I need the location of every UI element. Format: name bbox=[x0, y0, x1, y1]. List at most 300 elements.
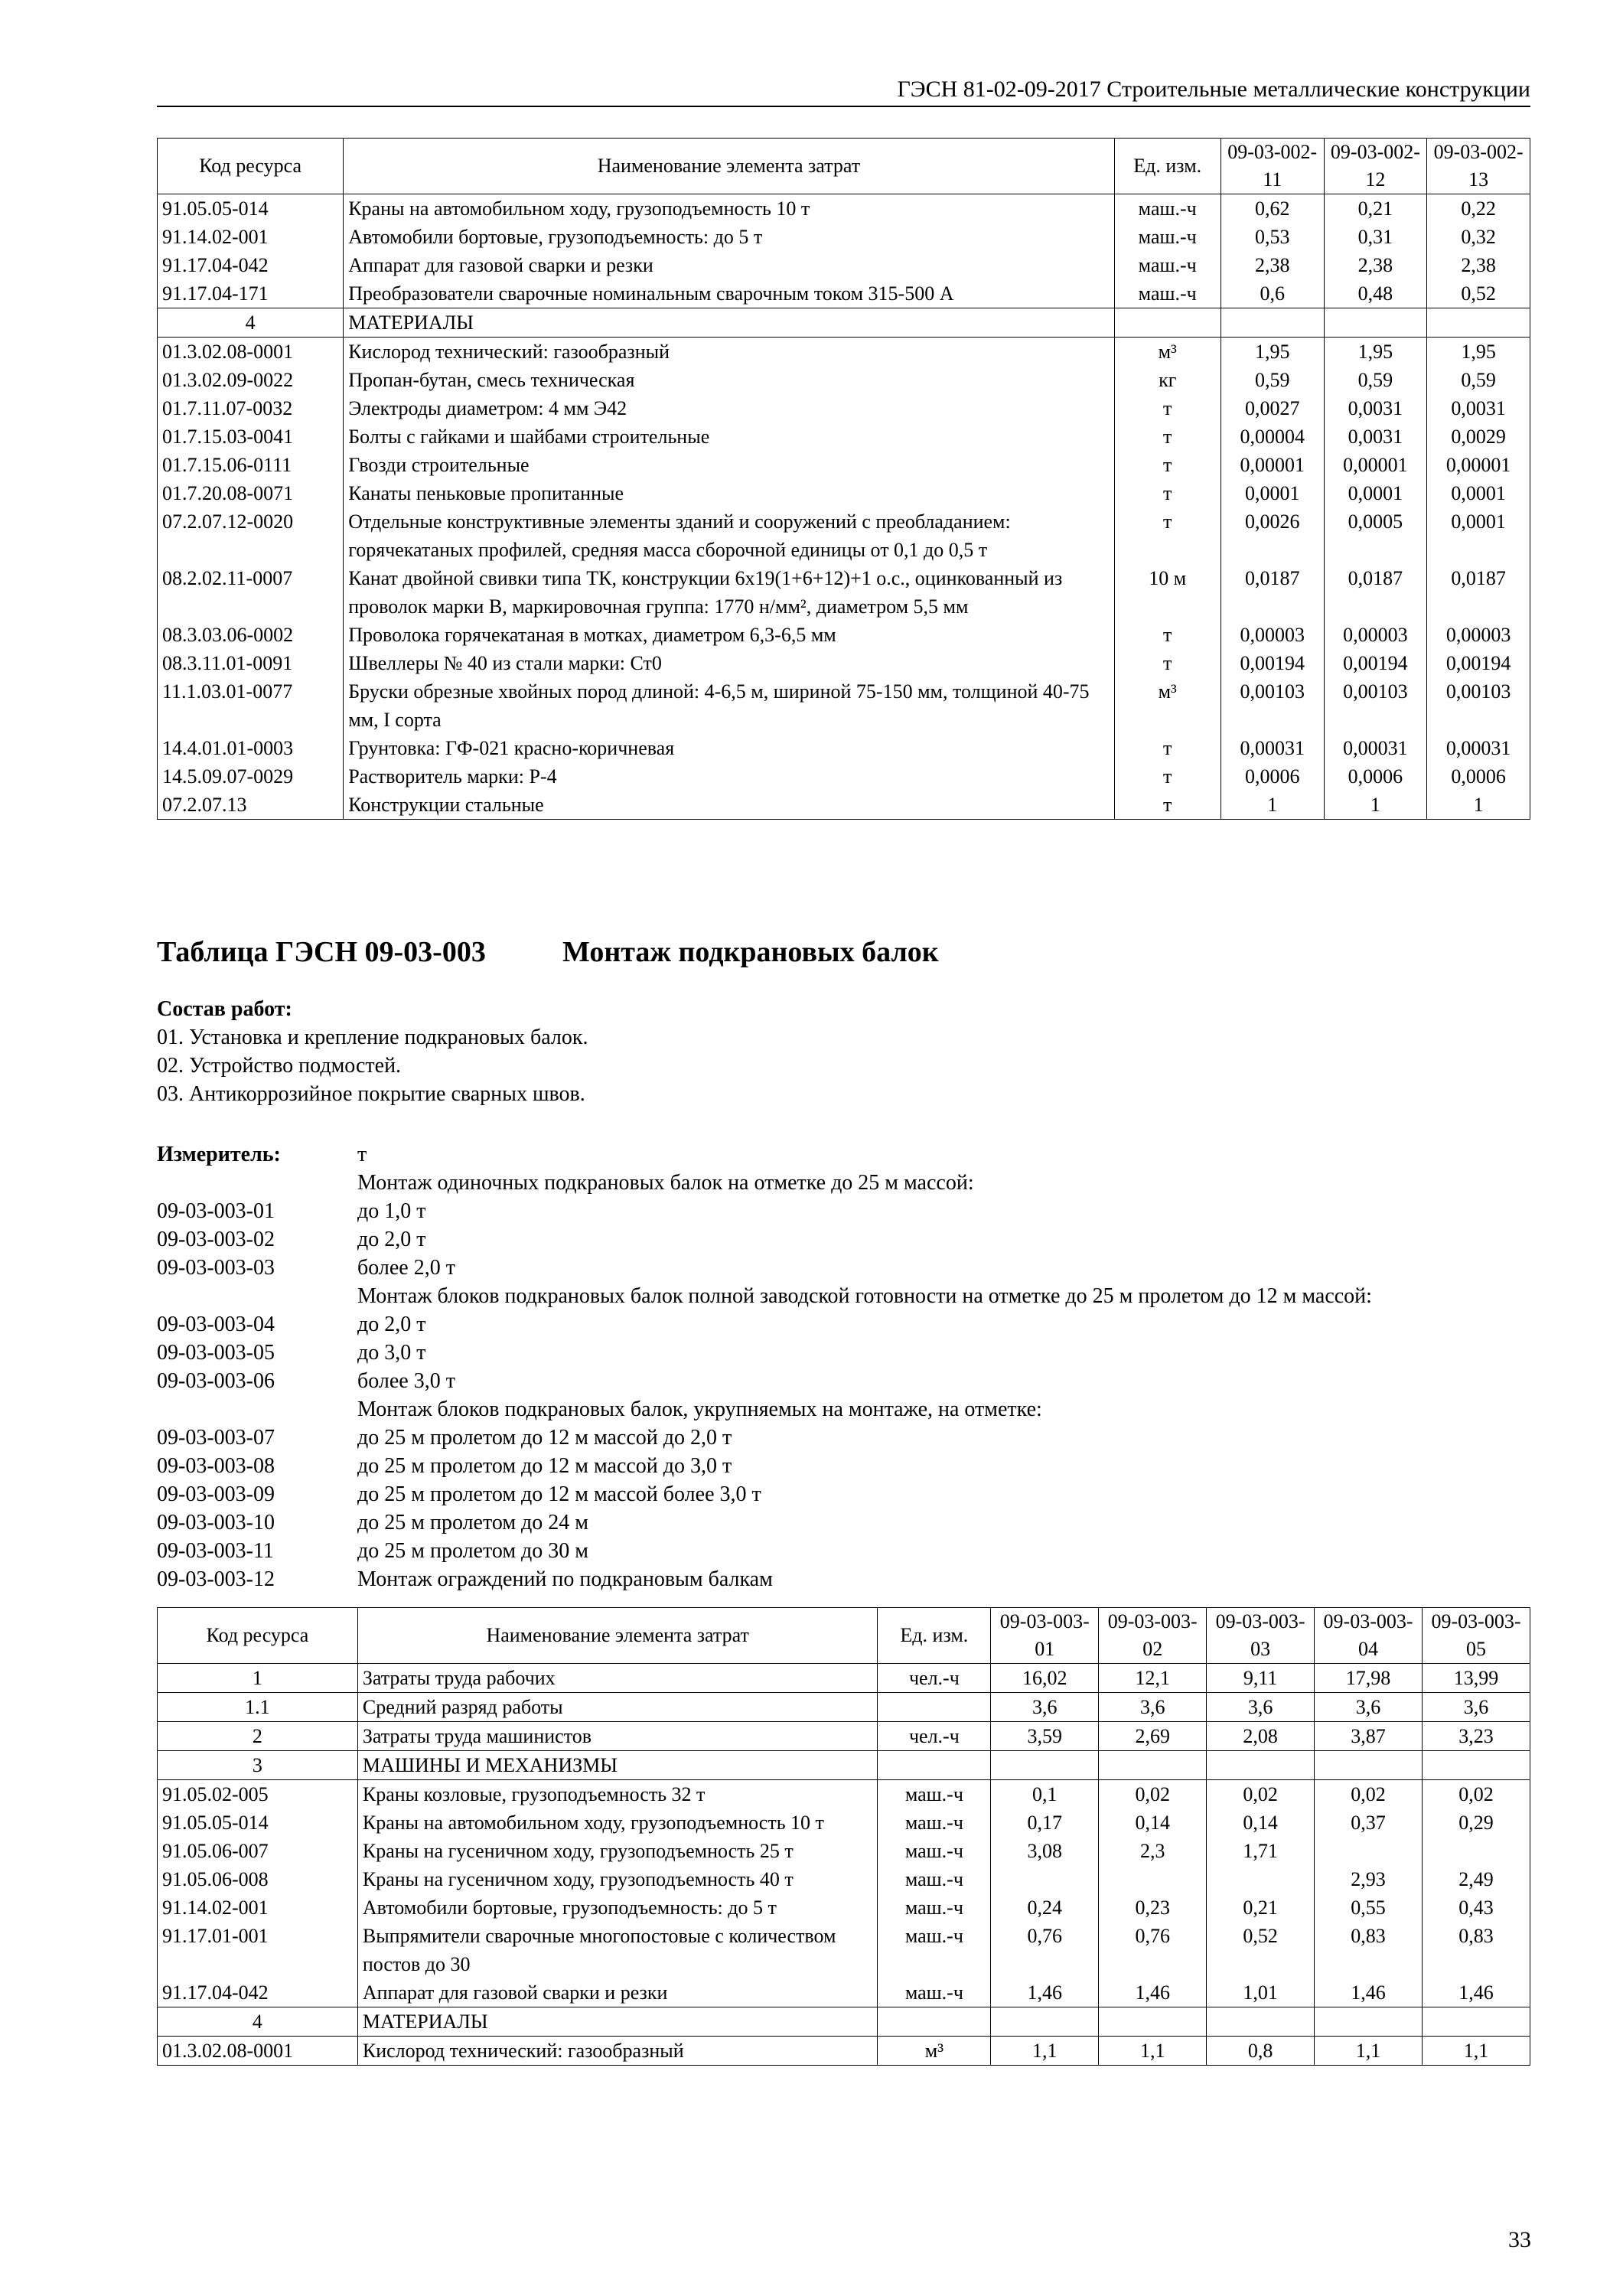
resource-value bbox=[1099, 1865, 1207, 1893]
column-header: Наименование элемента затрат bbox=[357, 1608, 878, 1664]
resource-value: 0,0031 bbox=[1427, 394, 1530, 422]
resource-code: 01.7.11.07-0032 bbox=[158, 394, 344, 422]
measure-text: до 25 м пролетом до 30 м bbox=[357, 1539, 588, 1563]
resource-name: Аппарат для газовой сварки и резки bbox=[344, 251, 1114, 279]
resource-value: 0,17 bbox=[991, 1808, 1099, 1837]
measure-line bbox=[157, 1282, 1372, 1310]
resource-unit: маш.-ч bbox=[878, 1808, 991, 1837]
resource-value: 1 bbox=[1324, 791, 1427, 820]
resource-value bbox=[1422, 1837, 1530, 1865]
resource-value: 0,0006 bbox=[1324, 762, 1427, 791]
table-row bbox=[158, 1722, 1530, 1751]
resource-value: 0,8 bbox=[1207, 2037, 1315, 2066]
measure-line bbox=[157, 1565, 1372, 1593]
resource-value: 0,00003 bbox=[1324, 621, 1427, 649]
resource-value: 0,1 bbox=[991, 1780, 1099, 1809]
resource-code: 91.14.02-001 bbox=[158, 223, 344, 251]
measure-code bbox=[157, 1395, 357, 1424]
resource-unit: т bbox=[1114, 507, 1221, 564]
resource-value: 3,6 bbox=[1099, 1693, 1207, 1722]
resource-value: 0,0001 bbox=[1427, 479, 1530, 507]
resource-value: 0,83 bbox=[1315, 1922, 1423, 1978]
resource-value: 2,38 bbox=[1221, 251, 1324, 279]
section-title-name: Монтаж подкрановых балок bbox=[562, 936, 939, 968]
column-header: Наименование элемента затрат bbox=[344, 139, 1114, 194]
resource-table-2 bbox=[157, 1607, 1530, 2066]
resource-value: 3,6 bbox=[1315, 1693, 1423, 1722]
resource-value: 3,08 bbox=[991, 1837, 1099, 1865]
measure-code: 09-03-003-08 bbox=[157, 1454, 275, 1478]
table-row bbox=[158, 251, 1530, 279]
resource-value: 0,14 bbox=[1099, 1808, 1207, 1837]
resource-code: 91.05.05-014 bbox=[158, 1808, 358, 1837]
resource-code: 01.7.15.03-0041 bbox=[158, 422, 344, 451]
measure-code: 09-03-003-01 bbox=[157, 1199, 275, 1223]
resource-value: 1,1 bbox=[991, 2037, 1099, 2066]
resource-value: 0,29 bbox=[1422, 1808, 1530, 1837]
resource-value: 0,00194 bbox=[1427, 649, 1530, 677]
resource-value: 0,23 bbox=[1099, 1893, 1207, 1922]
measure-code: 09-03-003-10 bbox=[157, 1511, 275, 1534]
resource-value: 0,55 bbox=[1315, 1893, 1423, 1922]
resource-value: 0,48 bbox=[1324, 279, 1427, 308]
resource-unit: кг bbox=[1114, 366, 1221, 394]
table-row bbox=[158, 564, 1530, 621]
table-row bbox=[158, 791, 1530, 820]
measure-code: 09-03-003-02 bbox=[157, 1228, 275, 1251]
resource-name: Электроды диаметром: 4 мм Э42 bbox=[344, 394, 1114, 422]
resource-value: 0,53 bbox=[1221, 223, 1324, 251]
work-composition bbox=[157, 995, 588, 1108]
resource-unit: т bbox=[1114, 734, 1221, 762]
measure-code: 09-03-003-04 bbox=[157, 1313, 275, 1336]
table-row bbox=[158, 677, 1530, 734]
resource-value bbox=[1207, 1751, 1315, 1780]
column-header: 09-03-003-02 bbox=[1099, 1608, 1207, 1664]
measure-text: Монтаж блоков подкрановых балок полной заводской готовности на отметке до 25 м пролетом до 12 м массой: bbox=[357, 1284, 1372, 1308]
work-composition-item: 03. Антикоррозийное покрытие сварных швов. bbox=[157, 1082, 585, 1106]
measure-line bbox=[157, 1197, 1372, 1225]
table-2-header-row bbox=[158, 1608, 1530, 1664]
resource-code: 91.05.05-014 bbox=[158, 194, 344, 223]
resource-value bbox=[1207, 2007, 1315, 2037]
resource-unit bbox=[878, 1751, 991, 1780]
measure-line bbox=[157, 1508, 1372, 1537]
resource-value: 1,1 bbox=[1099, 2037, 1207, 2066]
resource-unit: 10 м bbox=[1114, 564, 1221, 621]
table-row bbox=[158, 507, 1530, 564]
table-row bbox=[158, 1978, 1530, 2007]
resource-name: Краны на автомобильном ходу, грузоподъемность 10 т bbox=[357, 1808, 878, 1837]
table-row bbox=[158, 2037, 1530, 2066]
table-row bbox=[158, 223, 1530, 251]
column-header: Ед. изм. bbox=[878, 1608, 991, 1664]
resource-value: 0,43 bbox=[1422, 1893, 1530, 1922]
resource-name: Проволока горячекатаная в мотках, диаметром 6,3-6,5 мм bbox=[344, 621, 1114, 649]
resource-value: 0,0187 bbox=[1221, 564, 1324, 621]
resource-value: 0,0187 bbox=[1427, 564, 1530, 621]
column-header: 09-03-003-03 bbox=[1207, 1608, 1315, 1664]
work-composition-item: 02. Устройство подмостей. bbox=[157, 1054, 402, 1078]
resource-value: 1,46 bbox=[1099, 1978, 1207, 2007]
resource-name: Затраты труда рабочих bbox=[357, 1664, 878, 1693]
resource-unit: маш.-ч bbox=[878, 1865, 991, 1893]
resource-value: 3,6 bbox=[1422, 1693, 1530, 1722]
resource-value: 0,02 bbox=[1099, 1780, 1207, 1809]
resource-value: 0,0031 bbox=[1324, 394, 1427, 422]
resource-value: 0,02 bbox=[1207, 1780, 1315, 1809]
resource-code: 3 bbox=[158, 1751, 358, 1780]
resource-code: 2 bbox=[158, 1722, 358, 1751]
resource-unit: маш.-ч bbox=[878, 1780, 991, 1809]
resource-code: 91.14.02-001 bbox=[158, 1893, 358, 1922]
resource-code: 91.17.04-171 bbox=[158, 279, 344, 308]
measure-line bbox=[157, 1480, 1372, 1508]
table-row bbox=[158, 1922, 1530, 1978]
resource-value: 17,98 bbox=[1315, 1664, 1423, 1693]
resource-value: 1,46 bbox=[1315, 1978, 1423, 2007]
column-header: 09-03-003-01 bbox=[991, 1608, 1099, 1664]
resource-code: 4 bbox=[158, 308, 344, 338]
work-composition-heading: Состав работ: bbox=[157, 997, 292, 1021]
resource-value: 0,0027 bbox=[1221, 394, 1324, 422]
resource-value: 0,00194 bbox=[1324, 649, 1427, 677]
column-header: 09-03-002-11 bbox=[1221, 139, 1324, 194]
resource-unit: м³ bbox=[878, 2037, 991, 2066]
resource-unit: т bbox=[1114, 451, 1221, 479]
resource-name: Бруски обрезные хвойных пород длиной: 4-6,5 м, шириной 75-150 мм, толщиной 40-75 мм, I сорта bbox=[344, 677, 1114, 734]
resource-value: 0,62 bbox=[1221, 194, 1324, 223]
measure-line bbox=[157, 1339, 1372, 1367]
table-row bbox=[158, 1837, 1530, 1865]
measure-code: 09-03-003-09 bbox=[157, 1482, 275, 1506]
resource-value bbox=[991, 1751, 1099, 1780]
measure-line bbox=[157, 1310, 1372, 1339]
resource-value: 3,6 bbox=[1207, 1693, 1315, 1722]
resource-value: 0,31 bbox=[1324, 223, 1427, 251]
resource-unit bbox=[878, 2007, 991, 2037]
measure-code bbox=[157, 1282, 357, 1310]
measure-text: Монтаж одиночных подкрановых балок на отметке до 25 м массой: bbox=[357, 1171, 974, 1195]
resource-name: Выпрямители сварочные многопостовые с количеством постов до 30 bbox=[357, 1922, 878, 1978]
measure-line bbox=[157, 1395, 1372, 1424]
resource-unit bbox=[1114, 308, 1221, 338]
resource-value: 0,00031 bbox=[1324, 734, 1427, 762]
resource-unit: т bbox=[1114, 762, 1221, 791]
table-row bbox=[158, 338, 1530, 367]
resource-unit: маш.-ч bbox=[878, 1978, 991, 2007]
measure-text: Монтаж ограждений по подкрановым балкам bbox=[357, 1567, 773, 1591]
resource-unit: т bbox=[1114, 394, 1221, 422]
resource-name: Краны на гусеничном ходу, грузоподъемность 25 т bbox=[357, 1837, 878, 1865]
measure-unit: т bbox=[357, 1143, 367, 1166]
resource-unit: т bbox=[1114, 621, 1221, 649]
running-header: ГЭСН 81-02-09-2017 Строительные металлические конструкции bbox=[157, 77, 1530, 107]
measure-line bbox=[157, 1254, 1372, 1282]
resource-name: Краны козловые, грузоподъемность 32 т bbox=[357, 1780, 878, 1809]
resource-name: МАТЕРИАЛЫ bbox=[357, 2007, 878, 2037]
resource-unit: маш.-ч bbox=[1114, 251, 1221, 279]
measure-code: 09-03-003-06 bbox=[157, 1369, 275, 1393]
resource-value: 1,95 bbox=[1427, 338, 1530, 367]
measure-code: 09-03-003-11 bbox=[157, 1539, 274, 1563]
resource-value: 0,00031 bbox=[1221, 734, 1324, 762]
resource-code: 01.3.02.09-0022 bbox=[158, 366, 344, 394]
resource-value bbox=[1422, 2007, 1530, 2037]
resource-value: 1,46 bbox=[991, 1978, 1099, 2007]
resource-code: 91.17.04-042 bbox=[158, 1978, 358, 2007]
resource-unit: чел.-ч bbox=[878, 1722, 991, 1751]
resource-value: 0,21 bbox=[1207, 1893, 1315, 1922]
resource-code: 07.2.07.13 bbox=[158, 791, 344, 820]
table-row bbox=[158, 1893, 1530, 1922]
resource-unit: чел.-ч bbox=[878, 1664, 991, 1693]
resource-code: 01.3.02.08-0001 bbox=[158, 2037, 358, 2066]
resource-value: 0,00103 bbox=[1427, 677, 1530, 734]
resource-value bbox=[1207, 1865, 1315, 1893]
section-row bbox=[158, 1751, 1530, 1780]
measure-text: до 2,0 т bbox=[357, 1228, 426, 1251]
resource-value: 0,0005 bbox=[1324, 507, 1427, 564]
resource-value: 3,59 bbox=[991, 1722, 1099, 1751]
resource-value: 2,3 bbox=[1099, 1837, 1207, 1865]
table-1-header-row bbox=[158, 139, 1530, 194]
resource-value: 0,52 bbox=[1427, 279, 1530, 308]
table-row bbox=[158, 734, 1530, 762]
resource-code: 14.5.09.07-0029 bbox=[158, 762, 344, 791]
resource-value bbox=[1099, 1751, 1207, 1780]
resource-name: Канаты пеньковые пропитанные bbox=[344, 479, 1114, 507]
section-title bbox=[157, 935, 939, 969]
resource-value: 0,0187 bbox=[1324, 564, 1427, 621]
table-row bbox=[158, 279, 1530, 308]
resource-value: 0,0006 bbox=[1427, 762, 1530, 791]
measure-code: 09-03-003-12 bbox=[157, 1567, 275, 1591]
resource-value: 0,0029 bbox=[1427, 422, 1530, 451]
resource-value bbox=[1315, 1837, 1423, 1865]
resource-unit: маш.-ч bbox=[1114, 279, 1221, 308]
resource-unit: маш.-ч bbox=[1114, 194, 1221, 223]
resource-value: 0,00003 bbox=[1427, 621, 1530, 649]
resource-unit: маш.-ч bbox=[878, 1837, 991, 1865]
table-row bbox=[158, 762, 1530, 791]
resource-name: Болты с гайками и шайбами строительные bbox=[344, 422, 1114, 451]
resource-value: 0,0006 bbox=[1221, 762, 1324, 791]
resource-code: 01.7.15.06-0111 bbox=[158, 451, 344, 479]
resource-code: 91.05.06-007 bbox=[158, 1837, 358, 1865]
resource-code: 11.1.03.01-0077 bbox=[158, 677, 344, 734]
resource-value: 9,11 bbox=[1207, 1664, 1315, 1693]
measure-line bbox=[157, 1452, 1372, 1480]
resource-value: 0,76 bbox=[991, 1922, 1099, 1978]
resource-unit: т bbox=[1114, 649, 1221, 677]
resource-code: 1 bbox=[158, 1664, 358, 1693]
column-header: Код ресурса bbox=[158, 1608, 358, 1664]
resource-code: 4 bbox=[158, 2007, 358, 2037]
resource-code: 91.17.01-001 bbox=[158, 1922, 358, 1978]
measure-text: до 3,0 т bbox=[357, 1341, 426, 1365]
resource-value: 0,00001 bbox=[1427, 451, 1530, 479]
resource-name: МАШИНЫ И МЕХАНИЗМЫ bbox=[357, 1751, 878, 1780]
column-header: 09-03-003-04 bbox=[1315, 1608, 1423, 1664]
resource-name: Аппарат для газовой сварки и резки bbox=[357, 1978, 878, 2007]
resource-unit: маш.-ч bbox=[878, 1893, 991, 1922]
resource-value: 1 bbox=[1221, 791, 1324, 820]
resource-value: 3,6 bbox=[991, 1693, 1099, 1722]
measure-text: более 2,0 т bbox=[357, 1256, 455, 1280]
resource-code: 08.3.11.01-0091 bbox=[158, 649, 344, 677]
resource-name: Пропан-бутан, смесь техническая bbox=[344, 366, 1114, 394]
resource-code: 08.2.02.11-0007 bbox=[158, 564, 344, 621]
resource-value: 2,08 bbox=[1207, 1722, 1315, 1751]
resource-name: Краны на гусеничном ходу, грузоподъемность 40 т bbox=[357, 1865, 878, 1893]
table-row bbox=[158, 1865, 1530, 1893]
measure-text: до 2,0 т bbox=[357, 1313, 426, 1336]
resource-code: 14.4.01.01-0003 bbox=[158, 734, 344, 762]
resource-name: Канат двойной свивки типа ТК, конструкции 6х19(1+6+12)+1 о.с., оцинкованный из проволок марки В, маркировочная группа: 1770 н/мм², диаметром 5,5 мм bbox=[344, 564, 1114, 621]
resource-value: 1,1 bbox=[1422, 2037, 1530, 2066]
resource-value: 0,0001 bbox=[1427, 507, 1530, 564]
resource-value: 0,0026 bbox=[1221, 507, 1324, 564]
measure-text: до 25 м пролетом до 12 м массой более 3,0 т bbox=[357, 1482, 761, 1506]
resource-value: 12,1 bbox=[1099, 1664, 1207, 1693]
resource-value: 1 bbox=[1427, 791, 1530, 820]
resource-table-1 bbox=[157, 138, 1530, 820]
resource-name: Кислород технический: газообразный bbox=[357, 2037, 878, 2066]
resource-value: 1,1 bbox=[1315, 2037, 1423, 2066]
table-row bbox=[158, 479, 1530, 507]
resource-value: 0,59 bbox=[1221, 366, 1324, 394]
resource-name: Автомобили бортовые, грузоподъемность: до 5 т bbox=[357, 1893, 878, 1922]
section-row bbox=[158, 308, 1530, 338]
resource-value: 2,69 bbox=[1099, 1722, 1207, 1751]
resource-value: 2,38 bbox=[1427, 251, 1530, 279]
column-header: 09-03-002-12 bbox=[1324, 139, 1427, 194]
resource-name: Отдельные конструктивные элементы зданий и сооружений с преобладанием: горячекатаных профилей, средняя масса сборочной единицы от 0,1 до 0,5 т bbox=[344, 507, 1114, 564]
resource-unit: маш.-ч bbox=[878, 1922, 991, 1978]
resource-value: 0,37 bbox=[1315, 1808, 1423, 1837]
resource-code: 07.2.07.12-0020 bbox=[158, 507, 344, 564]
measure-block bbox=[157, 1140, 1372, 1593]
resource-value: 0,59 bbox=[1427, 366, 1530, 394]
resource-value: 1,71 bbox=[1207, 1837, 1315, 1865]
measure-code bbox=[157, 1169, 357, 1197]
measure-line bbox=[157, 1424, 1372, 1452]
resource-value: 0,00194 bbox=[1221, 649, 1324, 677]
table-row bbox=[158, 1693, 1530, 1722]
resource-code: 91.17.04-042 bbox=[158, 251, 344, 279]
resource-code: 01.7.20.08-0071 bbox=[158, 479, 344, 507]
measure-code: 09-03-003-03 bbox=[157, 1256, 275, 1280]
resource-value: 0,02 bbox=[1422, 1780, 1530, 1809]
resource-value: 0,00004 bbox=[1221, 422, 1324, 451]
column-header: Код ресурса bbox=[158, 139, 344, 194]
measure-text: до 25 м пролетом до 24 м bbox=[357, 1511, 588, 1534]
resource-value bbox=[1427, 308, 1530, 338]
resource-unit: м³ bbox=[1114, 677, 1221, 734]
resource-name: Краны на автомобильном ходу, грузоподъемность 10 т bbox=[344, 194, 1114, 223]
resource-value bbox=[991, 2007, 1099, 2037]
section-title-table-number: Таблица ГЭСН 09-03-003 bbox=[157, 936, 486, 968]
table-row bbox=[158, 1780, 1530, 1809]
table-row bbox=[158, 621, 1530, 649]
resource-value: 1,95 bbox=[1324, 338, 1427, 367]
resource-code: 1.1 bbox=[158, 1693, 358, 1722]
resource-value: 0,00003 bbox=[1221, 621, 1324, 649]
resource-value: 0,24 bbox=[991, 1893, 1099, 1922]
resource-code: 91.05.06-008 bbox=[158, 1865, 358, 1893]
work-composition-item: 01. Установка и крепление подкрановых балок. bbox=[157, 1026, 588, 1049]
resource-value: 0,02 bbox=[1315, 1780, 1423, 1809]
resource-value: 1,46 bbox=[1422, 1978, 1530, 2007]
resource-name: Кислород технический: газообразный bbox=[344, 338, 1114, 367]
resource-name: Затраты труда машинистов bbox=[357, 1722, 878, 1751]
table-row bbox=[158, 451, 1530, 479]
table-row bbox=[158, 394, 1530, 422]
resource-value: 0,32 bbox=[1427, 223, 1530, 251]
resource-value: 0,59 bbox=[1324, 366, 1427, 394]
resource-value: 1,01 bbox=[1207, 1978, 1315, 2007]
measure-text: до 25 м пролетом до 12 м массой до 2,0 т bbox=[357, 1426, 732, 1450]
resource-name: Растворитель марки: Р-4 bbox=[344, 762, 1114, 791]
resource-code: 01.3.02.08-0001 bbox=[158, 338, 344, 367]
measure-code: 09-03-003-07 bbox=[157, 1426, 275, 1450]
resource-name: Грунтовка: ГФ-021 красно-коричневая bbox=[344, 734, 1114, 762]
resource-name: Гвозди строительные bbox=[344, 451, 1114, 479]
measure-text: более 3,0 т bbox=[357, 1369, 455, 1393]
resource-value: 0,00103 bbox=[1324, 677, 1427, 734]
resource-value: 0,22 bbox=[1427, 194, 1530, 223]
resource-value bbox=[991, 1865, 1099, 1893]
resource-value: 0,14 bbox=[1207, 1808, 1315, 1837]
resource-unit: м³ bbox=[1114, 338, 1221, 367]
resource-value bbox=[1315, 1751, 1423, 1780]
table-row bbox=[158, 194, 1530, 223]
measure-line bbox=[157, 1367, 1372, 1395]
resource-name: МАТЕРИАЛЫ bbox=[344, 308, 1114, 338]
resource-value: 2,93 bbox=[1315, 1865, 1423, 1893]
resource-value: 3,23 bbox=[1422, 1722, 1530, 1751]
column-header: 09-03-003-05 bbox=[1422, 1608, 1530, 1664]
page-number: 33 bbox=[1508, 2227, 1531, 2252]
table-row bbox=[158, 1664, 1530, 1693]
resource-value: 0,00103 bbox=[1221, 677, 1324, 734]
resource-unit: т bbox=[1114, 422, 1221, 451]
measure-line bbox=[157, 1537, 1372, 1565]
resource-value: 0,83 bbox=[1422, 1922, 1530, 1978]
resource-value: 0,00001 bbox=[1324, 451, 1427, 479]
resource-unit bbox=[878, 1693, 991, 1722]
measure-label: Измеритель: bbox=[157, 1143, 281, 1166]
column-header: Ед. изм. bbox=[1114, 139, 1221, 194]
resource-value: 2,38 bbox=[1324, 251, 1427, 279]
measure-line bbox=[157, 1225, 1372, 1254]
resource-name: Автомобили бортовые, грузоподъемность: до 5 т bbox=[344, 223, 1114, 251]
resource-value: 3,87 bbox=[1315, 1722, 1423, 1751]
section-row bbox=[158, 2007, 1530, 2037]
resource-value: 0,00031 bbox=[1427, 734, 1530, 762]
resource-unit: т bbox=[1114, 479, 1221, 507]
resource-value: 2,49 bbox=[1422, 1865, 1530, 1893]
resource-value bbox=[1099, 2007, 1207, 2037]
resource-value: 0,00001 bbox=[1221, 451, 1324, 479]
measure-text: до 1,0 т bbox=[357, 1199, 426, 1223]
measure-text: до 25 м пролетом до 12 м массой до 3,0 т bbox=[357, 1454, 732, 1478]
table-row bbox=[158, 649, 1530, 677]
resource-value: 0,0001 bbox=[1324, 479, 1427, 507]
resource-unit: т bbox=[1114, 791, 1221, 820]
table-row bbox=[158, 366, 1530, 394]
